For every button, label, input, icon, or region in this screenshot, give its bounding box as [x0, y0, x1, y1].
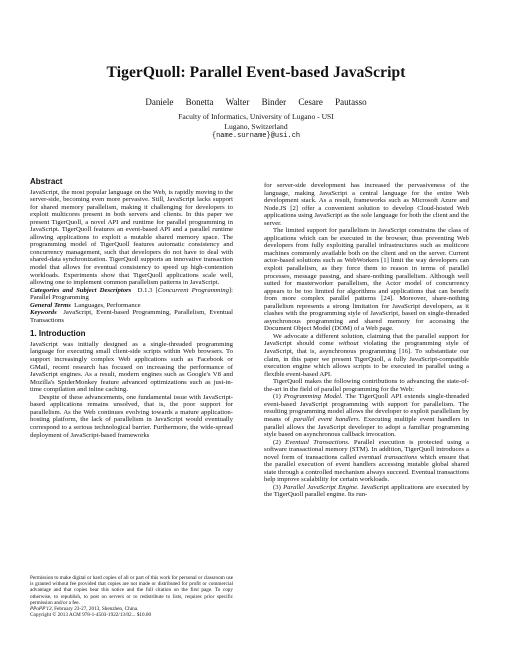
venue-details: February 23-27, 2013, Shenzhen, China.: [52, 606, 139, 613]
categories-text: D.1.3 [: [137, 286, 158, 294]
emphasis: without: [338, 340, 359, 348]
body-paragraph: TigerQuoll makes the following contributions to advancing the state-of-the-art in the field of parallel programming for the Web:: [264, 378, 469, 393]
contribution-item: [264, 393, 469, 438]
right-column: [264, 182, 469, 499]
author-name: Cesare Pautasso: [298, 97, 367, 107]
contribution-item: [264, 484, 469, 499]
categories-italic: Concurrent Programming: [157, 286, 229, 294]
left-column: [30, 178, 233, 439]
text-run: . Executing multiple event handlers in parallel allows the JavaScript developer to adopt a familiar programming style based on asynchronous callback invocation.: [264, 415, 469, 439]
categories-label: Categories and Subject Descriptors: [30, 286, 132, 294]
author-list: [0, 97, 512, 107]
body-paragraph: [264, 333, 469, 378]
contribution-item: [264, 439, 469, 484]
copyright-footnote: [30, 575, 233, 618]
abstract-heading: Abstract: [30, 177, 63, 186]
abstract-text: JavaScript, the most popular language on the Web, is rapidly moving to the server-side, becoming even more pervasive. Still, JavaScript lacks support for shared memory parallelism, making it challenging for developers to exploit multicores present in both servers and clients. In this paper we present TigerQuoll, a novel API and runtime for parallel programming in JavaScript. TigerQuoll features an event-based API and a parallel runtime allowing applications to exploit a mutable shared memory space. The programming model of TigerQuoll features automatic consistency and concurrency management, such that developers do not have to deal with shared-data synchronization. TigerQuoll supports an innovative transaction model that allows for eventual consistency to speed up high-contention workloads. Experiments show that TigerQuoll applications scale well, allowing one to implement common parallelism patterns in JavaScript.: [30, 188, 233, 287]
general-terms-text: Languages, Performance: [74, 301, 141, 309]
emphasis: parallel event handlers: [293, 415, 359, 423]
keywords-text: JavaScript, Event-based Programming, Parallelism, Eventual Transactions: [30, 309, 233, 324]
paper-title: TigerQuoll: Parallel Event-based JavaScript: [106, 64, 406, 81]
section-heading: 1. Introduction: [30, 329, 86, 339]
text-run: which ensure that the parallel execution of event handlers accessing mutable global shared state through a controlled mechanism always succeed. Eventual transactions help improve scalability for certain workloads.: [264, 453, 469, 484]
text-run: violating the programming style of JavaScript, that is, asynchronous programming [16]. To substantiate our claim, in this paper we present TigerQuoll, a fully JavaScript-compatible execution engine which allows scripts to be executed in parallel using a flexible event-based API.: [264, 340, 469, 378]
categories-text: ]: Parallel Programming: [30, 286, 234, 302]
permission-notice: Permission to make digital or hard copies of all or part of this work for personal or classroom use is granted without fee provided that copies are not made or distributed for profit or commercial advantage and that copies bear this notice and the full citation on the first page. To copy otherwise, to republish, to post on servers or to redistribute to lists, requires prior specific permission and/or a fee.: [30, 575, 233, 606]
text-run: Parallel execution is protected using a software transactional memory (STM). In addition, TigerQuoll introduces a novel form of transactions called: [264, 438, 469, 461]
author-email: {name.surname}@usi.ch: [211, 132, 301, 140]
general-terms-line: [30, 302, 233, 310]
keywords-line: [30, 309, 233, 324]
affiliation-line: Faculty of Informatics, University of Lugano - USI: [178, 112, 334, 121]
copyright-line: Copyright © 2013 ACM 978-1-4503-1922/13/02... $10.00: [30, 612, 152, 619]
text-run: (2): [273, 438, 286, 446]
text-run: JavaScript applications are executed by the TigerQuoll parallel engine. Its run-: [264, 483, 469, 499]
intro-paragraph: Despite of these advancements, one fundamental issue with JavaScript-based applications remains unsolved, that is, the poor support for parallelism. As the Web continues evolving towards a mature application-hosting platform, the lack of parallelism in JavaScript would eventually correspond to a serious technological barrier. Furthermore, the wide-spread deployment of JavaScript-based frameworks: [30, 393, 233, 439]
text-run: (1): [273, 393, 284, 401]
venue-name: PPoPP'13,: [30, 606, 53, 613]
body-paragraph: for server-side development has increased the pervasiveness of the language, making JavaScript a central language for the entire Web development stack. As a result, frameworks such as Microsoft Azure and Node.JS [2] offer a convenient solution to develop Cloud-hosted Web applications using JavaScript as the sole language for both the client and the server.: [264, 182, 469, 227]
categories-line: [30, 287, 233, 302]
keywords-label: Keywords: [30, 309, 57, 317]
body-paragraph: The limited support for parallelism in JavaScript constrains the class of applications which can be executed in the browser, thus preventing Web developers from fully exploiting parallel infrastructures such as multicore machines commonly available both on the client and on the server. Current actor-based solutions such as WebWorkers [1] limit the way developers can exploit parallelism, as they force them to reason in terms of parallel processes, message passing, and share-nothing parallelism. Although well suited for masterworker parallelism, the Actor model of concurrency appears to be too limited for algorithms and applications that can benefit from more complex parallel patterns [24]. Moreover, share-nothing parallelism represents a strong limitation for JavaScript developers, as it clashes with the programming style of JavaScript, based on single-threaded asynchronous programming and shared memory for accessing the Document Object Model (DOM) of a Web page.: [264, 227, 469, 333]
text-run: We advocate a different solution, claiming that the parallel support for JavaScript should come: [264, 332, 469, 348]
author-name: Walter Binder: [225, 97, 287, 107]
emphasis: eventual transactions: [358, 453, 418, 461]
affiliation-line: Lugano, Switzerland: [224, 122, 288, 131]
author-name: Daniele Bonetta: [145, 97, 214, 107]
emphasis: Eventual Transactions.: [285, 438, 350, 446]
text-run: The TigerQuoll API extends single-threaded event-based JavaScript programming with support for parallelism. The resulting programming model allows the developer to exploit parallelism by means of: [264, 393, 469, 423]
emphasis: Programming Model.: [283, 393, 343, 401]
text-run: (3): [273, 483, 284, 491]
intro-paragraph: JavaScript was initially designed as a single-threaded programming language for executing small client-side scripts within Web browsers. To support increasingly complex Web applications such as Facebook or GMail, recent research has focused on increasing the performance of JavaScript engines. As a result, modern engines such as Google's V8 and Mozilla's SpiderMonkey feature advanced optimizations such as just-in-time compilation and inline caching.: [30, 340, 233, 394]
general-terms-label: General Terms: [30, 301, 71, 309]
emphasis: Parallel JavaScript Engine.: [283, 483, 359, 491]
